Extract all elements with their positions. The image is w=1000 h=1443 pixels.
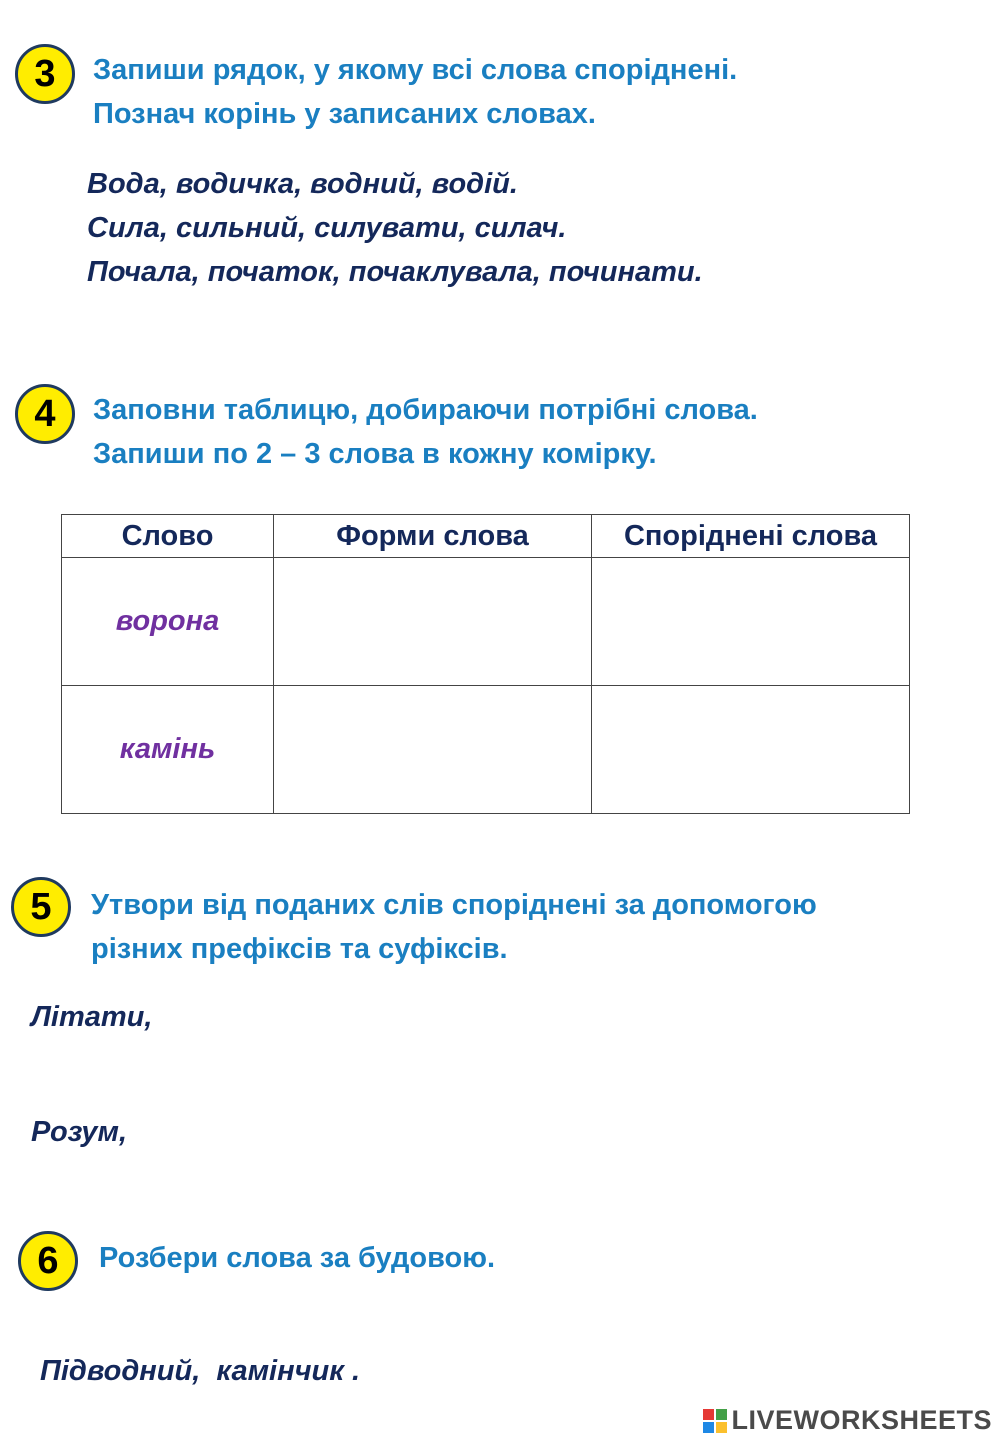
word-row[interactable]: Почала, початок, почаклувала, починати. <box>87 256 703 288</box>
logo-square <box>716 1422 727 1433</box>
task-5-word: Розум, <box>31 1116 128 1148</box>
words-table <box>61 514 910 814</box>
task-3-word-rows <box>87 162 703 294</box>
task-4-instruction <box>93 388 758 476</box>
task-6-words: Підводний, камінчик . <box>40 1355 361 1387</box>
task-5-word: Літати, <box>31 1001 153 1033</box>
task-6-instruction <box>99 1236 495 1280</box>
related-answer-cell[interactable] <box>592 686 910 814</box>
logo-square <box>703 1409 714 1420</box>
liveworksheets-brand <box>703 1405 992 1436</box>
instruction-line: Познач корінь у записаних словах. <box>93 98 596 130</box>
column-header-word: Слово <box>62 515 274 558</box>
instruction-line: Утвори від поданих слів споріднені за допомогою <box>91 889 817 921</box>
forms-answer-cell[interactable] <box>274 558 592 686</box>
word-row[interactable]: Вода, водичка, водний, водій. <box>87 168 518 200</box>
task-number-badge: 3 <box>15 44 75 104</box>
table-row <box>62 686 910 814</box>
instruction-line: Розбери слова за будовою. <box>99 1242 496 1274</box>
instruction-line: різних префіксів та суфіксів. <box>91 933 508 965</box>
task-3-instruction <box>93 48 737 136</box>
word-row[interactable]: Сила, сильний, силувати, силач. <box>87 212 567 244</box>
liveworksheets-logo-icon <box>703 1409 727 1433</box>
task-number-badge: 6 <box>18 1231 78 1291</box>
table-row <box>62 558 910 686</box>
forms-answer-cell[interactable] <box>274 686 592 814</box>
related-answer-cell[interactable] <box>592 558 910 686</box>
logo-square <box>703 1422 714 1433</box>
task-number-badge: 4 <box>15 384 75 444</box>
logo-square <box>716 1409 727 1420</box>
task-5-instruction <box>91 883 817 971</box>
table-header-row <box>62 515 910 558</box>
column-header-related: Споріднені слова <box>592 515 910 558</box>
instruction-line: Запиши по 2 – 3 слова в кожну комірку. <box>93 438 657 470</box>
instruction-line: Заповни таблицю, добираючи потрібні слова. <box>93 394 758 426</box>
column-header-forms: Форми слова <box>274 515 592 558</box>
instruction-line: Запиши рядок, у якому всі слова споріднені. <box>93 54 738 86</box>
word-cell: камінь <box>62 686 274 814</box>
word-cell: ворона <box>62 558 274 686</box>
brand-text: LIVEWORKSHEETS <box>731 1405 992 1435</box>
task-number-badge: 5 <box>11 877 71 937</box>
